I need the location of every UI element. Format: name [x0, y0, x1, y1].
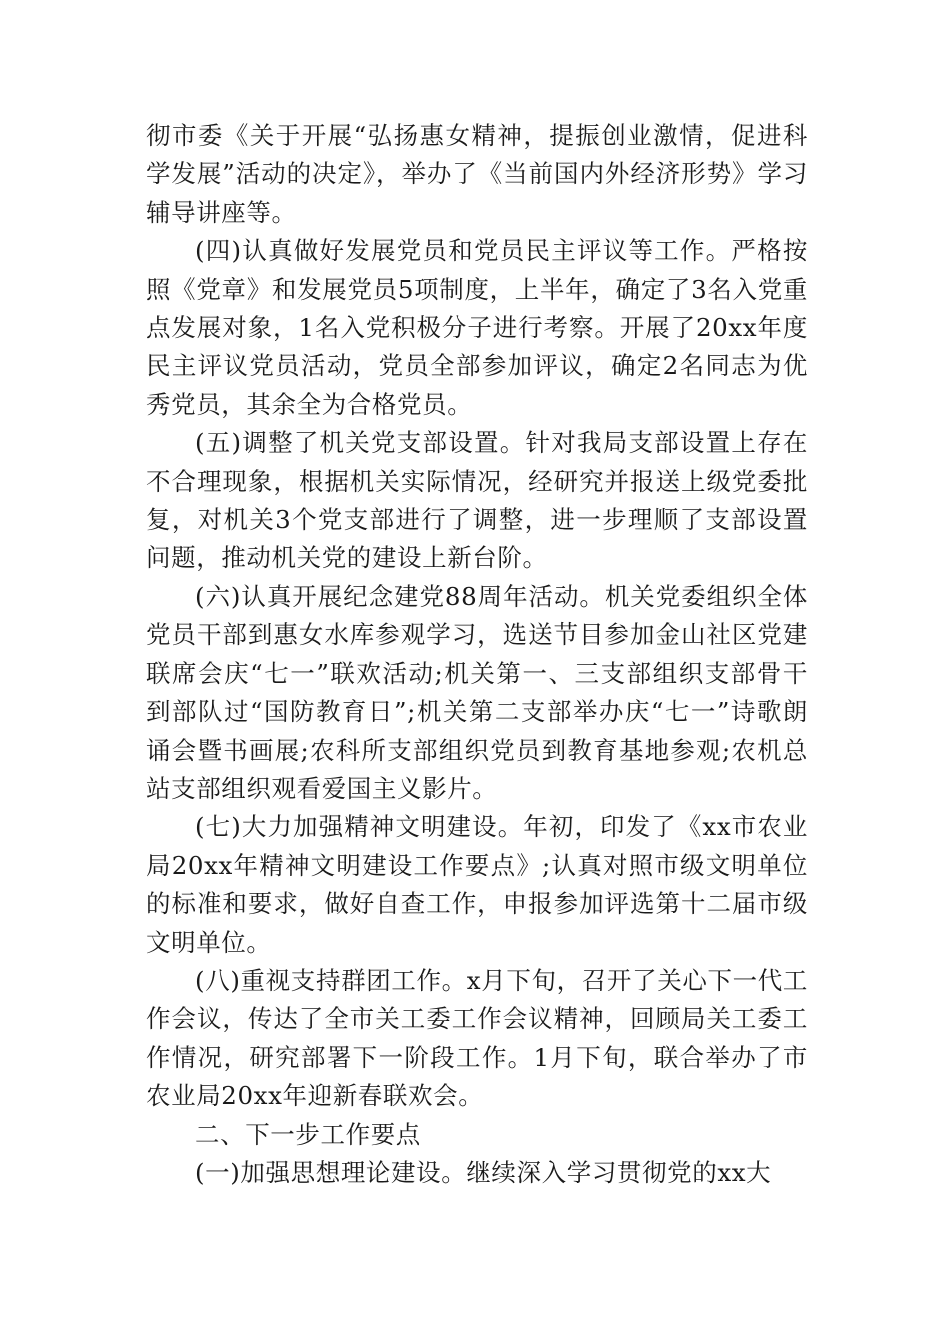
paragraph-civilization-building: (七)大力加强精神文明建设。年初，印发了《xx市农业局20xx年精神文明建设工作要点》;认真对照市级文明单位的标准和要求，做好自查工作，申报参加评选第十二届市级文明单位。 [146, 812, 808, 957]
paragraph-theory-building: (一)加强思想理论建设。继续深入学习贯彻党的xx大 [195, 1157, 772, 1187]
paragraph-branch-adjustment: (五)调整了机关党支部设置。针对我局支部设置上存在不合理现象，根据机关实际情况，经研究并报送上级党委批复，对机关3个党支部进行了调整，进一步理顺了支部设置问题，推动机关党的建设上新台阶。 [146, 428, 808, 573]
document-page [146, 117, 808, 1192]
paragraph-party-member-development: (四)认真做好发展党员和党员民主评议等工作。严格按照《党章》和发展党员5项制度，上半年，确定了3名入党重点发展对象，1名入党积极分子进行考察。开展了20xx年度民主评议党员活动，党员全部参加评议，确定2名同志为优秀党员，其余全为合格党员。 [146, 236, 808, 419]
paragraph-continuation: 彻市委《关于开展“弘扬惠女精神，提振创业激情，促进科学发展”活动的决定》，举办了《当前国内外经济形势》学习辅导讲座等。 [146, 121, 808, 227]
paragraph-anniversary-activities: (六)认真开展纪念建党88周年活动。机关党委组织全体党员干部到惠女水库参观学习，选送节目参加金山社区党建联席会庆“七一”联欢活动;机关第一、三支部组织支部骨干到部队过“国防教育日”;机关第二支部举办庆“七一”诗歌朗诵会暨书画展;农科所支部组织党员到教育基地参观;农机总站支部组织观看爱国主义影片。 [146, 581, 808, 803]
section-heading: 二、下一步工作要点 [195, 1119, 421, 1149]
paragraph-mass-organization-work: (八)重视支持群团工作。x月下旬，召开了关心下一代工作会议，传达了全市关工委工作会议精神，回顾局关工委工作情况，研究部署下一阶段工作。1月下旬，联合举办了市农业局20xx年迎新春联欢会。 [146, 965, 808, 1111]
